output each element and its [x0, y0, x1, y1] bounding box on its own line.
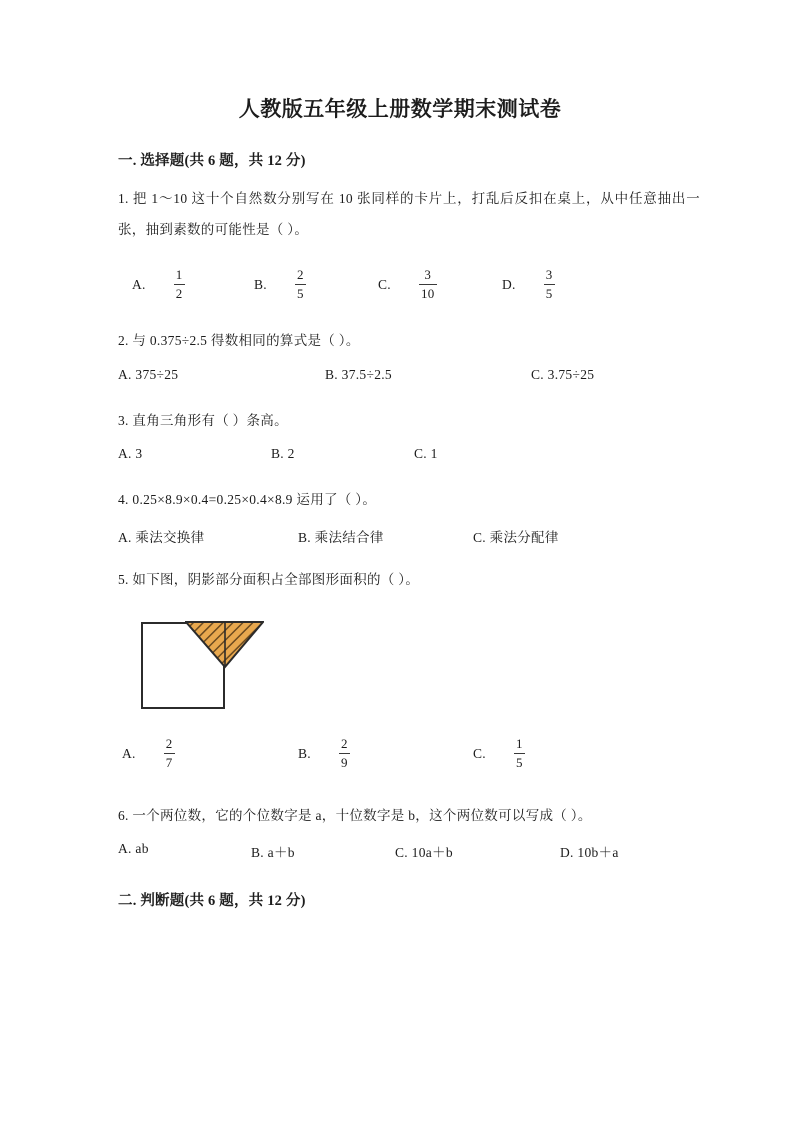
- question-2-option-a[interactable]: A. 375÷25: [118, 366, 179, 382]
- question-3-option-c[interactable]: C. 1: [414, 446, 438, 462]
- fraction-numerator: 1: [175, 267, 183, 283]
- fraction-numerator: 3: [545, 267, 553, 283]
- fraction-bar: [295, 284, 306, 285]
- question-5-options: [118, 736, 700, 782]
- fraction-bar: [419, 284, 437, 285]
- question-6-stem: 6. 一个两位数，它的个位数字是 a，十位数字是 b，这个两位数可以写成（ ）。: [118, 807, 592, 823]
- fraction-bar: [544, 284, 555, 285]
- option-letter: C.: [473, 745, 486, 761]
- fraction-denominator: 5: [515, 754, 523, 770]
- fraction-bar: [174, 284, 185, 285]
- fraction-denominator: 5: [545, 286, 553, 302]
- fraction-denominator: 9: [340, 754, 348, 770]
- question-4-option-a[interactable]: A. 乘法交换律: [118, 529, 205, 545]
- figure-shaded-triangle-icon: [185, 620, 264, 669]
- fraction-numerator: 2: [340, 735, 348, 751]
- question-3-options: [118, 446, 700, 472]
- question-6-option-c[interactable]: C. 10a＋b: [395, 845, 453, 861]
- fraction: [419, 267, 437, 303]
- question-1-stem: 1. 把 1～10 这十个自然数分别写在 10 张同样的卡片上，打乱后反扣在桌上，从中任意抽出一张，抽到素数的可能性是（ ）。: [118, 191, 700, 237]
- fraction-denominator: 7: [165, 754, 173, 770]
- question-5-figure-area: [118, 614, 700, 726]
- fraction: [164, 736, 175, 772]
- question-5-option-b[interactable]: [298, 736, 350, 772]
- fraction: [295, 267, 306, 303]
- question-4-option-c[interactable]: C. 乘法分配律: [473, 529, 559, 545]
- option-letter: A.: [132, 277, 146, 293]
- question-2-option-c[interactable]: C. 3.75÷25: [531, 366, 595, 382]
- question-6-option-b[interactable]: B. a＋b: [251, 845, 295, 861]
- question-6-option-d[interactable]: D. 10b＋a: [560, 845, 619, 861]
- option-letter: B.: [254, 277, 267, 293]
- question-3-option-b[interactable]: B. 2: [271, 446, 295, 462]
- question-2-options: [118, 367, 700, 393]
- question-1: [100, 170, 700, 313]
- question-2-option-b[interactable]: B. 37.5÷2.5: [325, 366, 392, 382]
- question-1-option-b[interactable]: [254, 267, 306, 303]
- square-with-shaded-triangle-figure: [122, 614, 262, 714]
- question-3-stem: 3. 直角三角形有（ ）条高。: [118, 412, 288, 428]
- question-5: [100, 552, 700, 782]
- question-1-option-a[interactable]: [132, 267, 185, 303]
- question-5-stem: 5. 如下图，阴影部分面积占全部图形面积的（ ）。: [118, 571, 420, 587]
- question-2-stem: 2. 与 0.375÷2.5 得数相同的算式是（ ）。: [118, 333, 360, 349]
- page-title: 人教版五年级上册数学期末测试卷: [238, 97, 562, 121]
- question-3: [100, 393, 700, 473]
- question-1-option-c[interactable]: [378, 267, 437, 303]
- section-heading-2: 二. 判断题(共 6 题，共 12 分): [118, 893, 306, 910]
- fraction-denominator: 5: [296, 286, 304, 302]
- section-heading-1: 一. 选择题(共 6 题，共 12 分): [118, 153, 306, 170]
- question-4-option-b[interactable]: B. 乘法结合律: [298, 529, 384, 545]
- fraction-numerator: 1: [515, 735, 523, 751]
- question-2: [100, 313, 700, 393]
- question-4-stem: 4. 0.25×8.9×0.4=0.25×0.4×8.9 运用了（ ）。: [118, 492, 377, 508]
- option-letter: C.: [378, 277, 391, 293]
- question-6-options: [118, 841, 700, 867]
- question-5-option-a[interactable]: [122, 736, 175, 772]
- fraction-numerator: 2: [296, 267, 304, 283]
- fraction-numerator: 3: [424, 267, 432, 283]
- fraction: [544, 267, 555, 303]
- fraction: [514, 736, 525, 772]
- question-1-option-d[interactable]: [502, 267, 555, 303]
- fraction-bar: [514, 753, 525, 754]
- fraction: [174, 267, 185, 303]
- question-3-option-a[interactable]: A. 3: [118, 446, 143, 462]
- question-4: [100, 472, 700, 552]
- fraction-bar: [164, 753, 175, 754]
- fraction: [339, 736, 350, 772]
- fraction-numerator: 2: [165, 735, 173, 751]
- fraction-denominator: 2: [175, 286, 183, 302]
- fraction-denominator: 10: [420, 286, 435, 302]
- option-letter: D.: [502, 277, 516, 293]
- question-4-options: [118, 526, 700, 552]
- option-letter: B.: [298, 745, 311, 761]
- question-6: [100, 782, 700, 868]
- question-6-option-a[interactable]: A. ab: [118, 841, 149, 857]
- question-5-option-c[interactable]: [473, 736, 525, 772]
- option-letter: A.: [122, 745, 136, 761]
- fraction-bar: [339, 753, 350, 754]
- question-1-options: [118, 267, 700, 313]
